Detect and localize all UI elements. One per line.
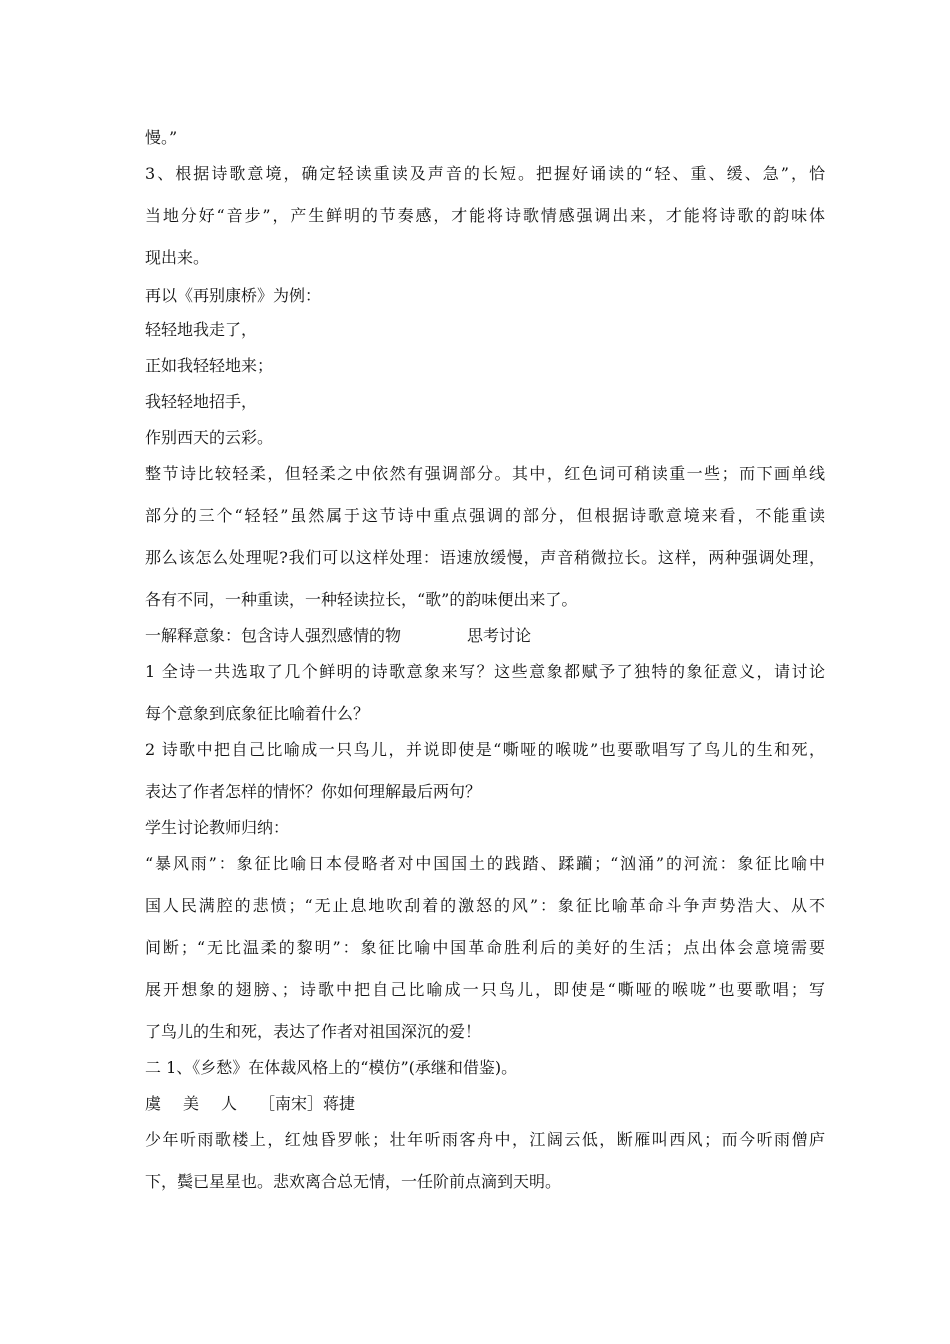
poem-line: 正如我轻轻地来； bbox=[145, 356, 274, 375]
text-line: 各有不同，一种重读，一种轻读拉长，“歌”的韵味便出来了。 bbox=[145, 590, 578, 609]
heading-left: 一解释意象：包含诗人强烈感情的物 bbox=[145, 626, 402, 645]
text-line: 现出来。 bbox=[145, 248, 210, 267]
poem-author: ［南宋］蒋捷 bbox=[259, 1094, 356, 1113]
text-line: 部分的三个“轻轻”虽然属于这节诗中重点强调的部分，但根据诗歌意境来看，不能重读 bbox=[145, 506, 825, 525]
text-line: 那么该怎么处理呢?我们可以这样处理：语速放缓慢，声音稍微拉长。这样，两种强调处理， bbox=[145, 548, 825, 567]
question-line: 1 全诗一共选取了几个鲜明的诗歌意象来写？这些意象都赋予了独特的象征意义，请讨论 bbox=[145, 662, 825, 681]
text-line: 展开想象的翅膀、；诗歌中把自己比喻成一只鸟儿，即使是“嘶哑的喉咙”也要歌唱；写 bbox=[145, 980, 825, 999]
text-line: 当地分好“音步”，产生鲜明的节奏感，才能将诗歌情感强调出来，才能将诗歌的韵味体 bbox=[145, 206, 825, 225]
section-heading: 二 1、《乡愁》在体裁风格上的“模仿”(承继和借鉴)。 bbox=[145, 1058, 518, 1077]
question-line: 表达了作者怎样的情怀？你如何理解最后两句？ bbox=[145, 782, 482, 801]
question-line: 每个意象到底象征比喻着什么？ bbox=[145, 704, 370, 723]
text-line: 国人民满腔的悲愤；“无止息地吹刮着的激怒的风”：象征比喻革命斗争声势浩大、从不 bbox=[145, 896, 825, 915]
text-line: 间断；“无比温柔的黎明”：象征比喻中国革命胜利后的美好的生活；点出体会意境需要 bbox=[145, 938, 825, 957]
text-line: 整节诗比较轻柔，但轻柔之中依然有强调部分。其中，红色词可稍读重一些；而下画单线 bbox=[145, 464, 825, 483]
poem-line: 下，鬓已星星也。悲欢离合总无情，一任阶前点滴到天明。 bbox=[145, 1172, 562, 1191]
heading-right: 思考讨论 bbox=[467, 626, 532, 645]
poem-line: 作别西天的云彩。 bbox=[145, 428, 274, 447]
text-line: 再以《再别康桥》为例： bbox=[145, 286, 322, 305]
text-line: “暴风雨”：象征比喻日本侵略者对中国国土的践踏、蹂躏；“汹涌”的河流：象征比喻中 bbox=[145, 854, 825, 873]
poem-line: 少年听雨歌楼上，红烛昏罗帐；壮年听雨客舟中，江阔云低，断雁叫西风；而今听雨僧庐 bbox=[145, 1130, 825, 1149]
question-line: 2 诗歌中把自己比喻成一只鸟儿，并说即使是“嘶哑的喉咙”也要歌唱写了鸟儿的生和死， bbox=[145, 740, 825, 759]
text-line: 了鸟儿的生和死，表达了作者对祖国深沉的爱！ bbox=[145, 1022, 482, 1041]
text-line: 3、根据诗歌意境，确定轻读重读及声音的长短。把握好诵读的“轻、重、缓、急”，恰 bbox=[145, 164, 825, 183]
text-line: 学生讨论教师归纳： bbox=[145, 818, 290, 837]
text-line: 慢。” bbox=[145, 128, 178, 147]
poem-title: 虞 美 人 ［南宋］蒋捷 bbox=[145, 1094, 356, 1113]
poem-line: 轻轻地我走了， bbox=[145, 320, 258, 339]
poem-line: 我轻轻地招手， bbox=[145, 392, 258, 411]
section-heading bbox=[145, 626, 825, 646]
